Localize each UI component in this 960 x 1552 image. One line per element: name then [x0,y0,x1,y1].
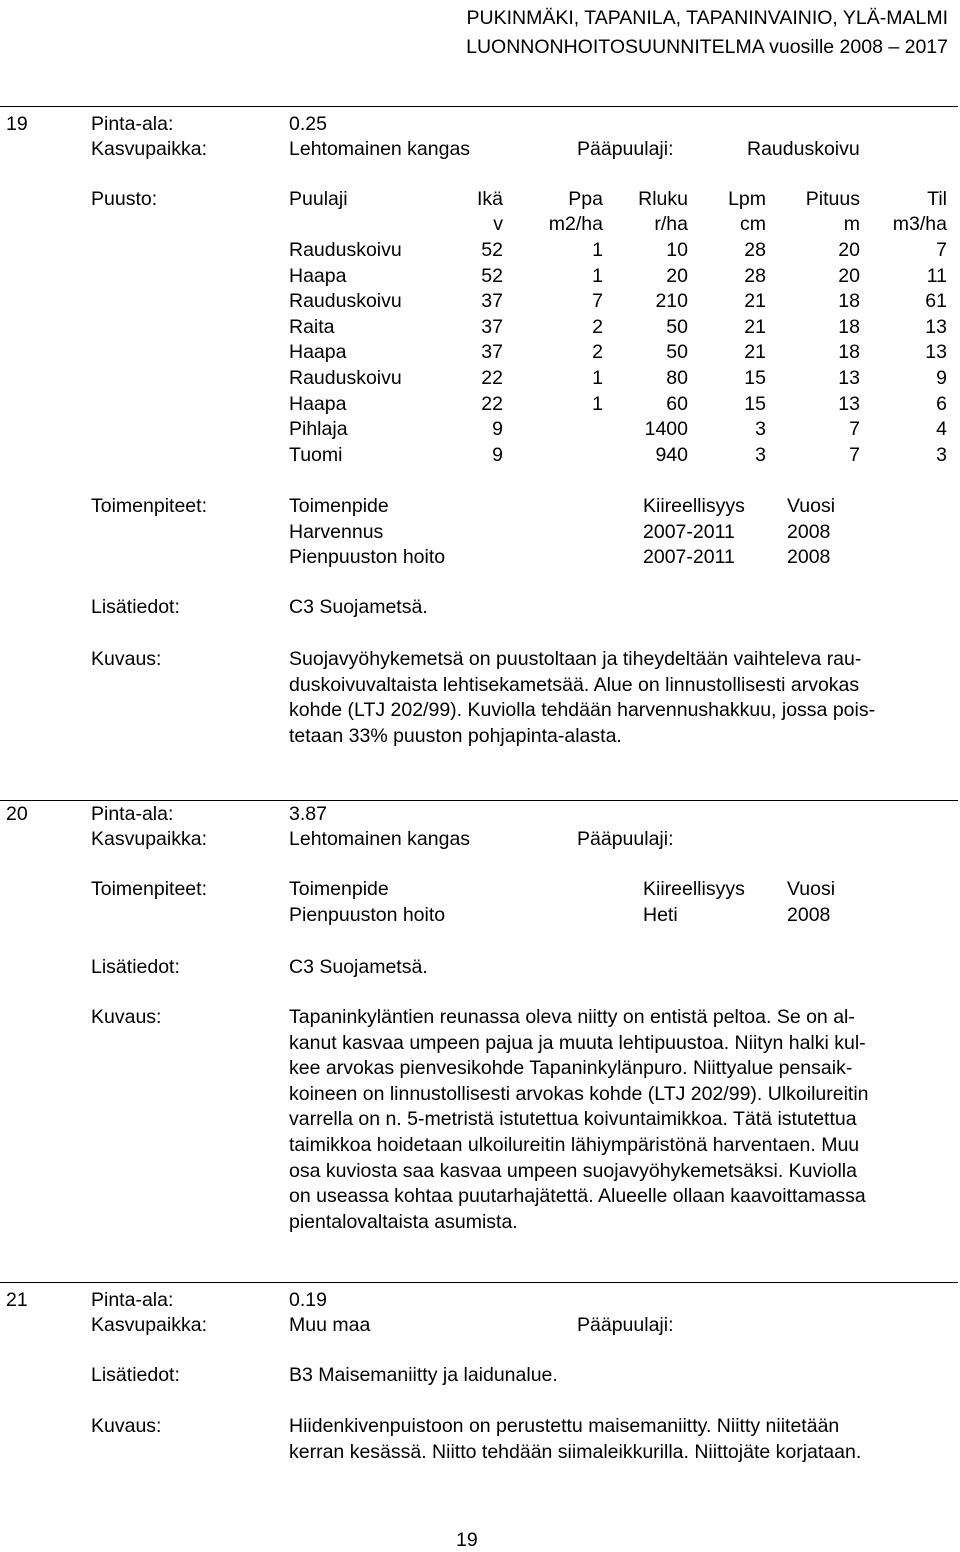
measures-row-urgency: 2007-2011 [643,546,735,569]
measures-header-measure: Toimenpide [289,495,389,517]
table-row-stem-count: 210 [655,290,688,313]
table-row-height: 18 [838,341,860,364]
table-row-stem-count: 60 [666,392,688,415]
table-row-height: 20 [838,239,860,261]
divider-stand-19 [0,106,958,107]
measures-header-year: Vuosi [787,495,836,517]
divider-stand-20 [0,800,958,801]
table-row-age: 9 [492,443,503,466]
table-row-height: 7 [849,418,860,441]
extra-info-value: C3 Suojametsä. [289,956,428,978]
table-row-species: Tuomi [289,443,343,466]
table-row-stem-count: 1400 [644,418,688,441]
table-row-volume: 11 [926,264,947,287]
table-unit-diameter: cm [740,213,766,235]
table-row-basal-area: 1 [592,392,603,415]
description-line: on useassa kohtaa puutarhajätettä. Alueelle ollaan kaavoittamassa [289,1185,866,1208]
main-species-value: Rauduskoivu [747,138,860,160]
table-row-diameter: 15 [744,367,766,389]
description-line: kanut kasvaa umpeen pajua ja muuta lehtipuustoa. Niityn halki kul- [289,1031,866,1054]
description-label: Kuvaus: [91,1415,162,1437]
table-row-diameter: 3 [755,443,766,466]
page-number: 19 [456,1529,478,1551]
table-row-diameter: 15 [744,392,766,415]
description-line: tetaan 33% puuston pohjapinta-alasta. [289,724,622,747]
table-row-stem-count: 50 [666,341,688,364]
area-value: 3.87 [289,803,327,825]
site-label: Kasvupaikka: [91,138,207,160]
table-unit-volume: m3/ha [892,213,947,235]
extra-info-label: Lisätiedot: [91,596,180,618]
table-row-height: 7 [849,443,860,466]
description-line: koineen on linnustollisesti arvokas kohde (LTJ 202/99). Ulkoilureitin [289,1082,869,1105]
header-line-2: LUONNONHOITOSUUNNITELMA vuosille 2008 – 2017 [466,36,948,58]
table-unit-age: v [493,213,503,235]
measures-header-year: Vuosi [787,878,836,900]
measures-row-measure: Pienpuuston hoito [289,546,446,569]
area-label: Pinta-ala: [91,1289,174,1311]
table-row-basal-area: 1 [592,367,603,389]
table-row-diameter: 3 [755,418,766,441]
extra-info-value: B3 Maisemaniitty ja laidunalue. [289,1364,558,1386]
area-label: Pinta-ala: [91,803,174,825]
site-value: Lehtomainen kangas [289,828,471,850]
table-row-species: Haapa [289,392,347,415]
table-unit-stem-count: r/ha [654,213,688,235]
measures-header-measure: Toimenpide [289,878,389,900]
table-row-species: Rauduskoivu [289,239,402,261]
description-line: varrella on n. 5-metristä istutettua koivuntaimikkoa. Tätä istutettua [289,1108,857,1131]
table-header-height: Pituus [805,188,860,210]
table-row-volume: 13 [925,341,947,364]
table-row-basal-area: 2 [592,315,603,338]
table-row-stem-count: 10 [666,239,688,261]
measures-row-year: 2008 [787,520,831,543]
table-row-diameter: 28 [744,264,766,287]
table-row-age: 37 [481,341,503,364]
table-header-age: Ikä [476,188,503,210]
table-row-stem-count: 50 [666,315,688,338]
table-row-volume: 4 [936,418,947,441]
table-row-basal-area: 1 [592,239,603,261]
main-species-label: Pääpuulaji: [577,828,674,850]
site-label: Kasvupaikka: [91,1314,207,1336]
table-header-stem-count: Rluku [638,188,688,210]
description-text [289,1005,949,1235]
measures-row-year: 2008 [787,546,831,569]
table-row-age: 22 [481,367,503,389]
area-value: 0.19 [289,1289,327,1311]
table-header-volume: Til [927,188,947,210]
measures-row-measure: Pienpuuston hoito [289,903,446,926]
description-line: kohde (LTJ 202/99). Kuviolla tehdään harvennushakkuu, jossa pois- [289,699,876,722]
main-species-label: Pääpuulaji: [577,138,674,160]
table-row-basal-area: 7 [592,290,603,313]
table-row-diameter: 21 [744,315,766,338]
description-text [289,1414,949,1465]
table-row-height: 13 [838,367,860,389]
table-row-height: 18 [838,315,860,338]
table-header-species: Puulaji [289,188,348,210]
site-value: Muu maa [289,1314,371,1336]
site-label: Kasvupaikka: [91,828,207,850]
table-row-basal-area: 2 [592,341,603,364]
divider-stand-21 [0,1282,958,1283]
extra-info-label: Lisätiedot: [91,956,180,978]
measures-label: Toimenpiteet: [91,878,207,900]
description-line: Hiidenkivenpuistoon on perustettu maisemaniitty. Niitty niitetään [289,1415,840,1437]
table-row-volume: 61 [925,290,947,313]
description-line: kee arvokas pienvesikohde Tapaninkylänpuro. Niittyalue pensaik- [289,1057,853,1080]
area-label: Pinta-ala: [91,113,174,135]
description-line: Suojavyöhykemetsä on puustoltaan ja tiheydeltään vaihteleva rau- [289,648,862,670]
description-text [289,647,949,749]
header-line-1: PUKINMÄKI, TAPANILA, TAPANINVAINIO, YLÄ-MALMI [466,7,948,29]
table-row-volume: 7 [936,239,947,261]
table-header-basal-area: Ppa [568,188,603,210]
measures-row-measure: Harvennus [289,520,384,543]
measures-header-urgency: Kiireellisyys [643,495,745,517]
area-value: 0.25 [289,113,327,135]
table-row-volume: 6 [936,392,947,415]
extra-info-value: C3 Suojametsä. [289,596,428,618]
document-header [466,4,948,62]
description-line: osa kuviosta saa kasvaa umpeen suojavyöhykemetsäksi. Kuviolla [289,1159,857,1182]
measures-label: Toimenpiteet: [91,495,207,517]
table-row-age: 52 [481,264,503,287]
table-row-volume: 9 [936,367,947,389]
description-line: kerran kesässä. Niitto tehdään siimaleikkurilla. Niittojäte korjataan. [289,1440,862,1463]
table-row-stem-count: 940 [655,443,688,466]
table-unit-basal-area: m2/ha [548,213,603,235]
table-row-stem-count: 20 [666,264,688,287]
table-row-diameter: 21 [744,341,766,364]
table-row-volume: 3 [936,443,947,466]
table-unit-height: m [843,213,860,235]
table-row-stem-count: 80 [666,367,688,389]
table-row-age: 52 [481,239,503,261]
stand-number: 21 [6,1289,28,1311]
table-row-species: Raita [289,315,335,338]
description-line: taimikkoa hoidetaan ulkoilureitin lähiympäristönä harventaen. Muu [289,1133,860,1156]
table-row-age: 37 [481,290,503,313]
description-label: Kuvaus: [91,648,162,670]
measures-row-urgency: Heti [643,903,678,926]
description-line: pientalovaltaista asumista. [289,1210,518,1233]
extra-info-label: Lisätiedot: [91,1364,180,1386]
table-row-species: Haapa [289,341,347,364]
main-species-label: Pääpuulaji: [577,1314,674,1336]
table-row-age: 22 [481,392,503,415]
table-row-species: Rauduskoivu [289,290,402,313]
table-header-diameter: Lpm [728,188,766,210]
table-row-species: Rauduskoivu [289,367,402,389]
table-row-volume: 13 [925,315,947,338]
description-line: duskoivuvaltaista lehtisekametsää. Alue on linnustollisesti arvokas [289,673,860,696]
table-row-age: 9 [492,418,503,441]
stand-number: 19 [6,113,28,135]
table-row-basal-area: 1 [592,264,603,287]
measures-row-year: 2008 [787,903,831,926]
stand-number: 20 [6,803,28,825]
table-row-diameter: 21 [744,290,766,313]
table-row-height: 18 [838,290,860,313]
measures-row-urgency: 2007-2011 [643,520,735,543]
table-row-species: Haapa [289,264,347,287]
measures-header-urgency: Kiireellisyys [643,878,745,900]
description-label: Kuvaus: [91,1006,162,1028]
description-line: Tapaninkyläntien reunassa oleva niitty on entistä peltoa. Se on al- [289,1006,855,1028]
tree-stock-label: Puusto: [91,188,158,210]
table-row-height: 20 [838,264,860,287]
table-row-age: 37 [481,315,503,338]
table-row-diameter: 28 [744,239,766,261]
site-value: Lehtomainen kangas [289,138,471,160]
table-row-height: 13 [838,392,860,415]
table-row-species: Pihlaja [289,418,348,441]
